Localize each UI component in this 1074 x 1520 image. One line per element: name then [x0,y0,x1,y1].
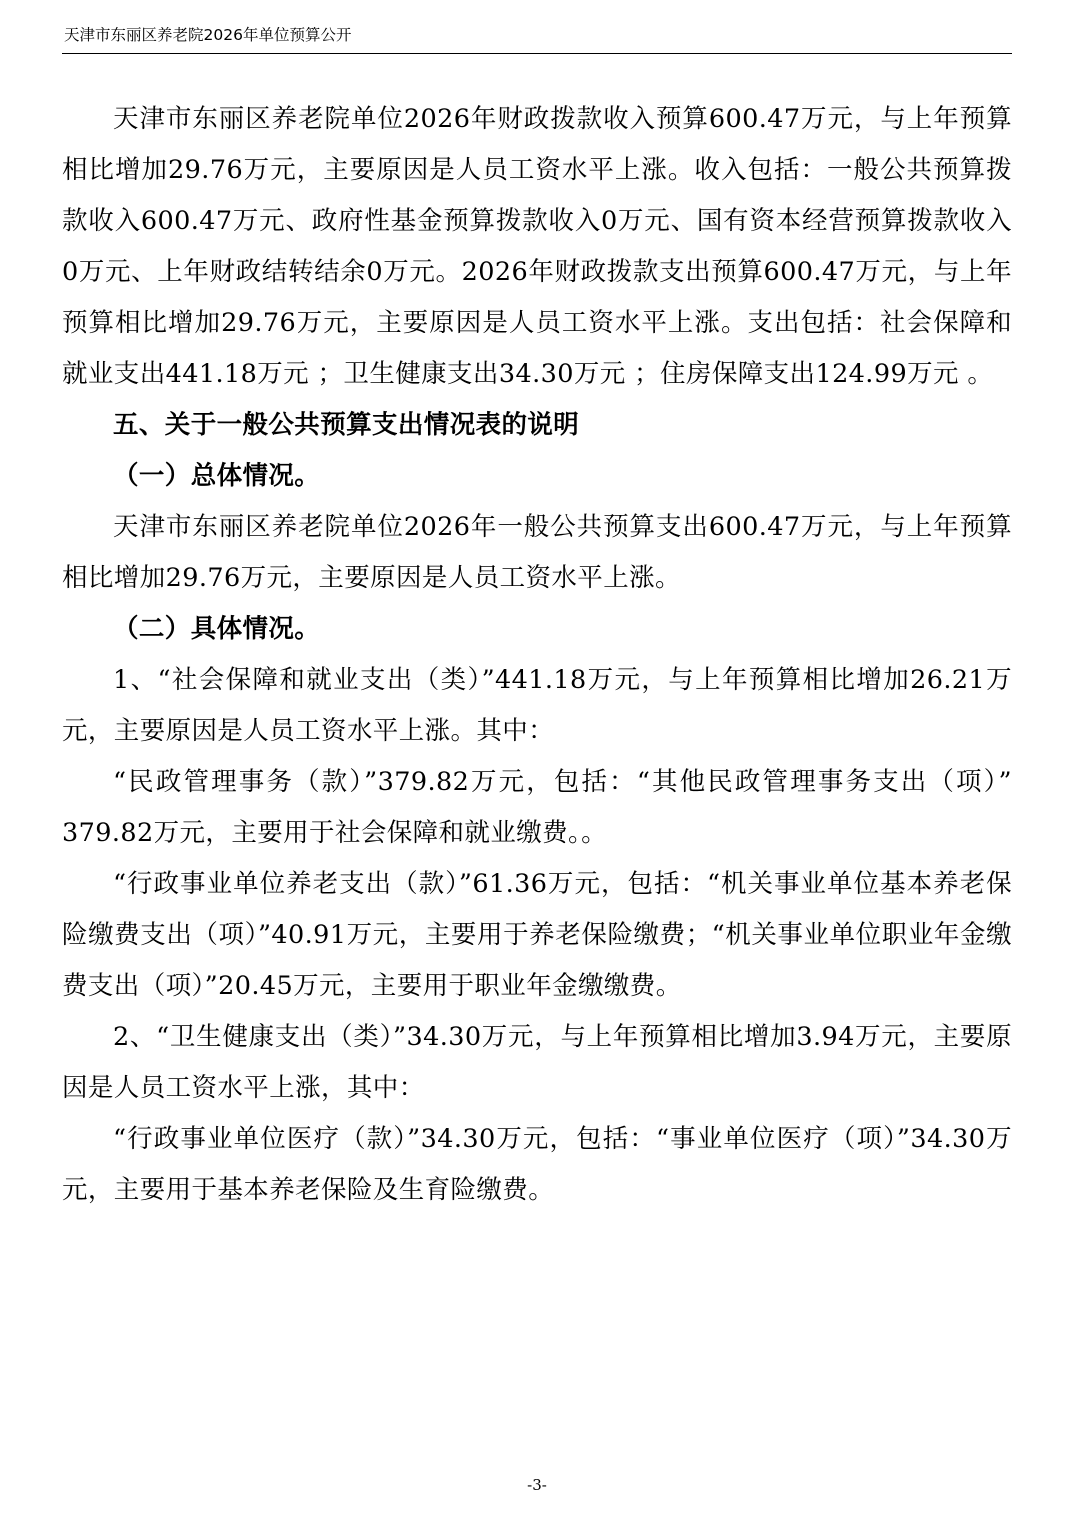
paragraph: 2、“卫生健康支出（类）”34.30万元，与上年预算相比增加3.94万元，主要原因是人员工资水平上涨，其中： [62,1021,1012,1103]
paragraph: “民政管理事务（款）”379.82万元，包括：“其他民政管理事务支出（项）”379.82万元，主要用于社会保障和就业缴费。。 [62,766,1012,848]
page-number: -3- [527,1476,547,1494]
document-body [62,54,1012,1216]
paragraph: 天津市东丽区养老院单位2026年财政拨款收入预算600.47万元，与上年预算相比增加29.76万元，主要原因是人员工资水平上涨。收入包括：一般公共预算拨款收入600.47万元、政府性基金预算拨款收入0万元、国有资本经营预算拨款收入0万元、上年财政结转结余0万元。2026年财政拨款支出预算600.47万元，与上年预算相比增加29.76万元，主要原因是人员工资水平上涨。支出包括：社会保障和就业支出441.18万元 ；卫生健康支出34.30万元 ；住房保障支出124.99万元 。 [62,103,1012,389]
paragraph: “行政事业单位医疗（款）”34.30万元，包括：“事业单位医疗（项）”34.30万元，主要用于基本养老保险及生育险缴费。 [62,1123,1012,1205]
paragraph: “行政事业单位养老支出（款）”61.36万元，包括：“机关事业单位基本养老保险缴费支出（项）”40.91万元，主要用于养老保险缴费；“机关事业单位职业年金缴费支出（项）”20.45万元，主要用于职业年金缴缴费。 [62,868,1012,1001]
section-subheading: （二）具体情况。 [113,613,321,644]
section-subheading: （一）总体情况。 [113,460,321,491]
section-heading: 五、关于一般公共预算支出情况表的说明 [113,409,580,440]
paragraph: 1、“社会保障和就业支出（类）”441.18万元，与上年预算相比增加26.21万元，主要原因是人员工资水平上涨。其中： [62,664,1012,746]
paragraph: 天津市东丽区养老院单位2026年一般公共预算支出600.47万元，与上年预算相比增加29.76万元，主要原因是人员工资水平上涨。 [62,511,1012,593]
page-header-title: 天津市东丽区养老院2026年单位预算公开 [64,26,352,44]
